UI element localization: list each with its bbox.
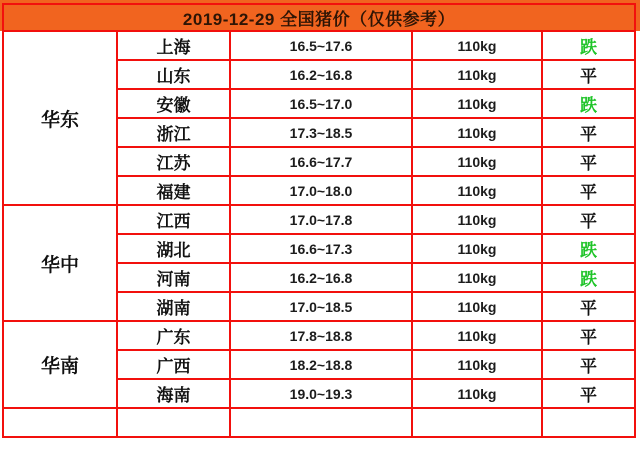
price-cell: 16.2~16.8 xyxy=(230,263,412,292)
weight-cell: 110kg xyxy=(412,205,542,234)
province-cell: 浙江 xyxy=(117,118,230,147)
weight-cell: 110kg xyxy=(412,263,542,292)
price-cell: 17.3~18.5 xyxy=(230,118,412,147)
weight-cell-empty xyxy=(412,408,542,437)
province-cell: 广西 xyxy=(117,350,230,379)
weight-cell: 110kg xyxy=(412,176,542,205)
page-title: 2019-12-29 全国猪价（仅供参考） xyxy=(3,4,635,31)
trend-cell: 平 xyxy=(542,321,635,350)
price-cell: 17.8~18.8 xyxy=(230,321,412,350)
trend-cell: 跌 xyxy=(542,89,635,118)
province-cell: 江西 xyxy=(117,205,230,234)
weight-cell: 110kg xyxy=(412,234,542,263)
title-row xyxy=(3,4,635,31)
price-cell-empty xyxy=(230,408,412,437)
trend-cell: 平 xyxy=(542,205,635,234)
weight-cell: 110kg xyxy=(412,379,542,408)
trend-cell: 跌 xyxy=(542,263,635,292)
trend-cell: 平 xyxy=(542,350,635,379)
region-cell-huazhong: 华中 xyxy=(3,205,117,321)
table-row xyxy=(3,205,635,234)
trend-cell: 跌 xyxy=(542,31,635,60)
table-row-partial xyxy=(3,408,635,437)
region-cell-empty xyxy=(3,408,117,437)
price-cell: 16.5~17.0 xyxy=(230,89,412,118)
province-cell: 上海 xyxy=(117,31,230,60)
trend-cell: 平 xyxy=(542,147,635,176)
trend-cell: 平 xyxy=(542,60,635,89)
province-cell: 广东 xyxy=(117,321,230,350)
weight-cell: 110kg xyxy=(412,60,542,89)
province-cell: 河南 xyxy=(117,263,230,292)
province-cell: 江苏 xyxy=(117,147,230,176)
province-cell: 福建 xyxy=(117,176,230,205)
province-cell: 海南 xyxy=(117,379,230,408)
weight-cell: 110kg xyxy=(412,118,542,147)
weight-cell: 110kg xyxy=(412,321,542,350)
price-cell: 16.6~17.3 xyxy=(230,234,412,263)
table-row xyxy=(3,31,635,60)
region-cell-huadong: 华东 xyxy=(3,31,117,205)
weight-cell: 110kg xyxy=(412,31,542,60)
pig-price-table xyxy=(2,3,636,438)
price-cell: 16.6~17.7 xyxy=(230,147,412,176)
price-cell: 17.0~18.0 xyxy=(230,176,412,205)
trend-cell: 平 xyxy=(542,379,635,408)
province-cell-empty xyxy=(117,408,230,437)
province-cell: 山东 xyxy=(117,60,230,89)
trend-cell: 平 xyxy=(542,176,635,205)
weight-cell: 110kg xyxy=(412,350,542,379)
province-cell: 湖北 xyxy=(117,234,230,263)
region-cell-huanan: 华南 xyxy=(3,321,117,408)
price-cell: 18.2~18.8 xyxy=(230,350,412,379)
price-cell: 17.0~17.8 xyxy=(230,205,412,234)
price-cell: 19.0~19.3 xyxy=(230,379,412,408)
trend-cell: 跌 xyxy=(542,234,635,263)
price-cell: 16.2~16.8 xyxy=(230,60,412,89)
weight-cell: 110kg xyxy=(412,292,542,321)
price-cell: 17.0~18.5 xyxy=(230,292,412,321)
trend-cell: 平 xyxy=(542,118,635,147)
trend-cell-empty xyxy=(542,408,635,437)
province-cell: 安徽 xyxy=(117,89,230,118)
trend-cell: 平 xyxy=(542,292,635,321)
province-cell: 湖南 xyxy=(117,292,230,321)
weight-cell: 110kg xyxy=(412,89,542,118)
weight-cell: 110kg xyxy=(412,147,542,176)
price-cell: 16.5~17.6 xyxy=(230,31,412,60)
table-row xyxy=(3,321,635,350)
